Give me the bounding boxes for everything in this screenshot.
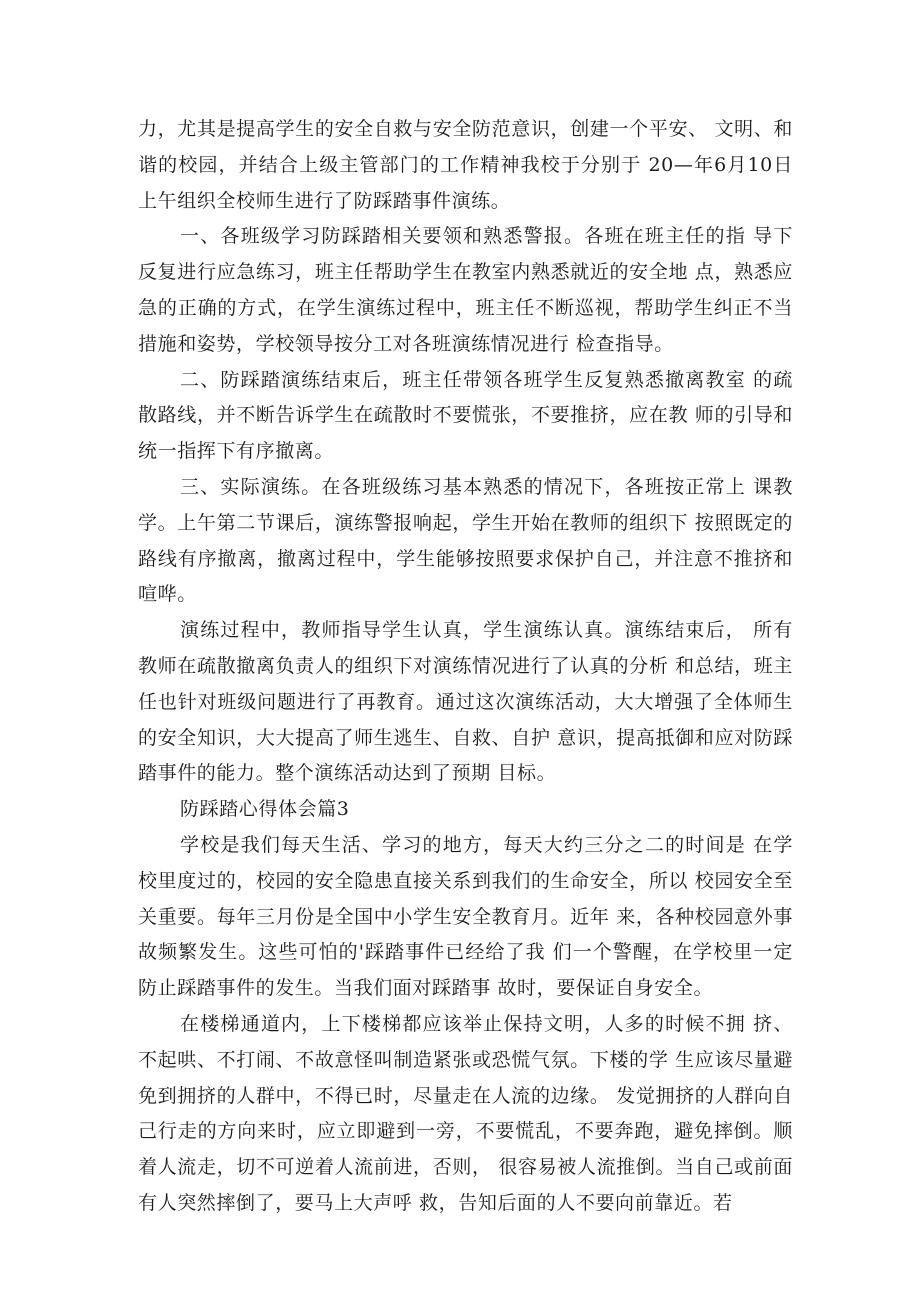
paragraph-step-one: 一、各班级学习防踩踏相关要领和熟悉警报。各班在班主任的指 导下反复进行应急练习，班主任帮助学生在教室内熟悉就近的安全地 点，熟悉应急的正确的方式，在学生演练过程中，班主任不断巡视，帮助学生纠正不当措施和姿势，学校领导按分工对各班演练情况进行 检查指导。: [138, 225, 793, 355]
paragraph-step-two: 二、防踩踏演练结束后，班主任带领各班学生反复熟悉撤离教室 的疏散路线，并不断告诉学生在疏散时不要慌张，不要推挤，应在教 师的引导和统一指挥下有序撤离。: [138, 368, 793, 463]
paragraph-stairway-safety: 在楼梯通道内，上下楼梯都应该举止保持文明，人多的时候不拥 挤、不起哄、不打闹、不故意怪叫制造紧张或恐慌气氛。下楼的学 生应该尽量避免到拥挤的人群中，不得已时，尽量走在人流的边缘。 发觉拥挤的人群向自己行走的方向来时，应立即避到一旁，不要慌乱，不要奔跑，避免摔倒。顺着人流走，切不可逆着人流前进，否则， 很容易被人流推倒。当自己或前面有人突然摔倒了，要马上大声呼 救，告知后面的人不要向前靠近。若: [138, 1012, 793, 1214]
document-body: [138, 112, 793, 1222]
paragraph-summary: 演练过程中，教师指导学生认真，学生演练认真。演练结束后， 所有教师在疏散撤离负责人的组织下对演练情况进行了认真的分析 和总结，班主任也针对班级问题进行了再教育。通过这次演练活动，大大增强了全体师生的安全知识，大大提高了师生逃生、自救、自护 意识，提高抵御和应对防踩踏事件的能力。整个演练活动达到了预期 目标。: [138, 619, 793, 785]
section-heading: 防踩踏心得体会篇3: [180, 798, 350, 821]
paragraph-step-three: 三、实际演练。在各班级练习基本熟悉的情况下，各班按正常上 课教学。上午第二节课后，演练警报响起，学生开始在教师的组织下 按照既定的路线有序撤离，撤离过程中，学生能够按照要求保护自己，并注意不推挤和喧哗。: [138, 475, 793, 606]
paragraph-continuation: 力，尤其是提高学生的安全自救与安全防范意识，创建一个平安、 文明、和谐的校园，并结合上级主管部门的工作精神我校于分别于 20—年6月10日上午组织全校师生进行了防踩踏事件演练。: [138, 118, 793, 212]
paragraph-school-safety: 学校是我们每天生活、学习的地方，每天大约三分之二的时间是 在学校里度过的，校园的安全隐患直接关系到我们的生命安全，所以 校园安全至关重要。每年三月份是全国中小学生安全教育月。近年 来，各种校园意外事故频繁发生。这些可怕的'踩踏事件已经给了我 们一个警醒，在学校里一定防止踩踏事件的发生。当我们面对踩踏事 故时，要保证自身安全。: [138, 833, 793, 1000]
